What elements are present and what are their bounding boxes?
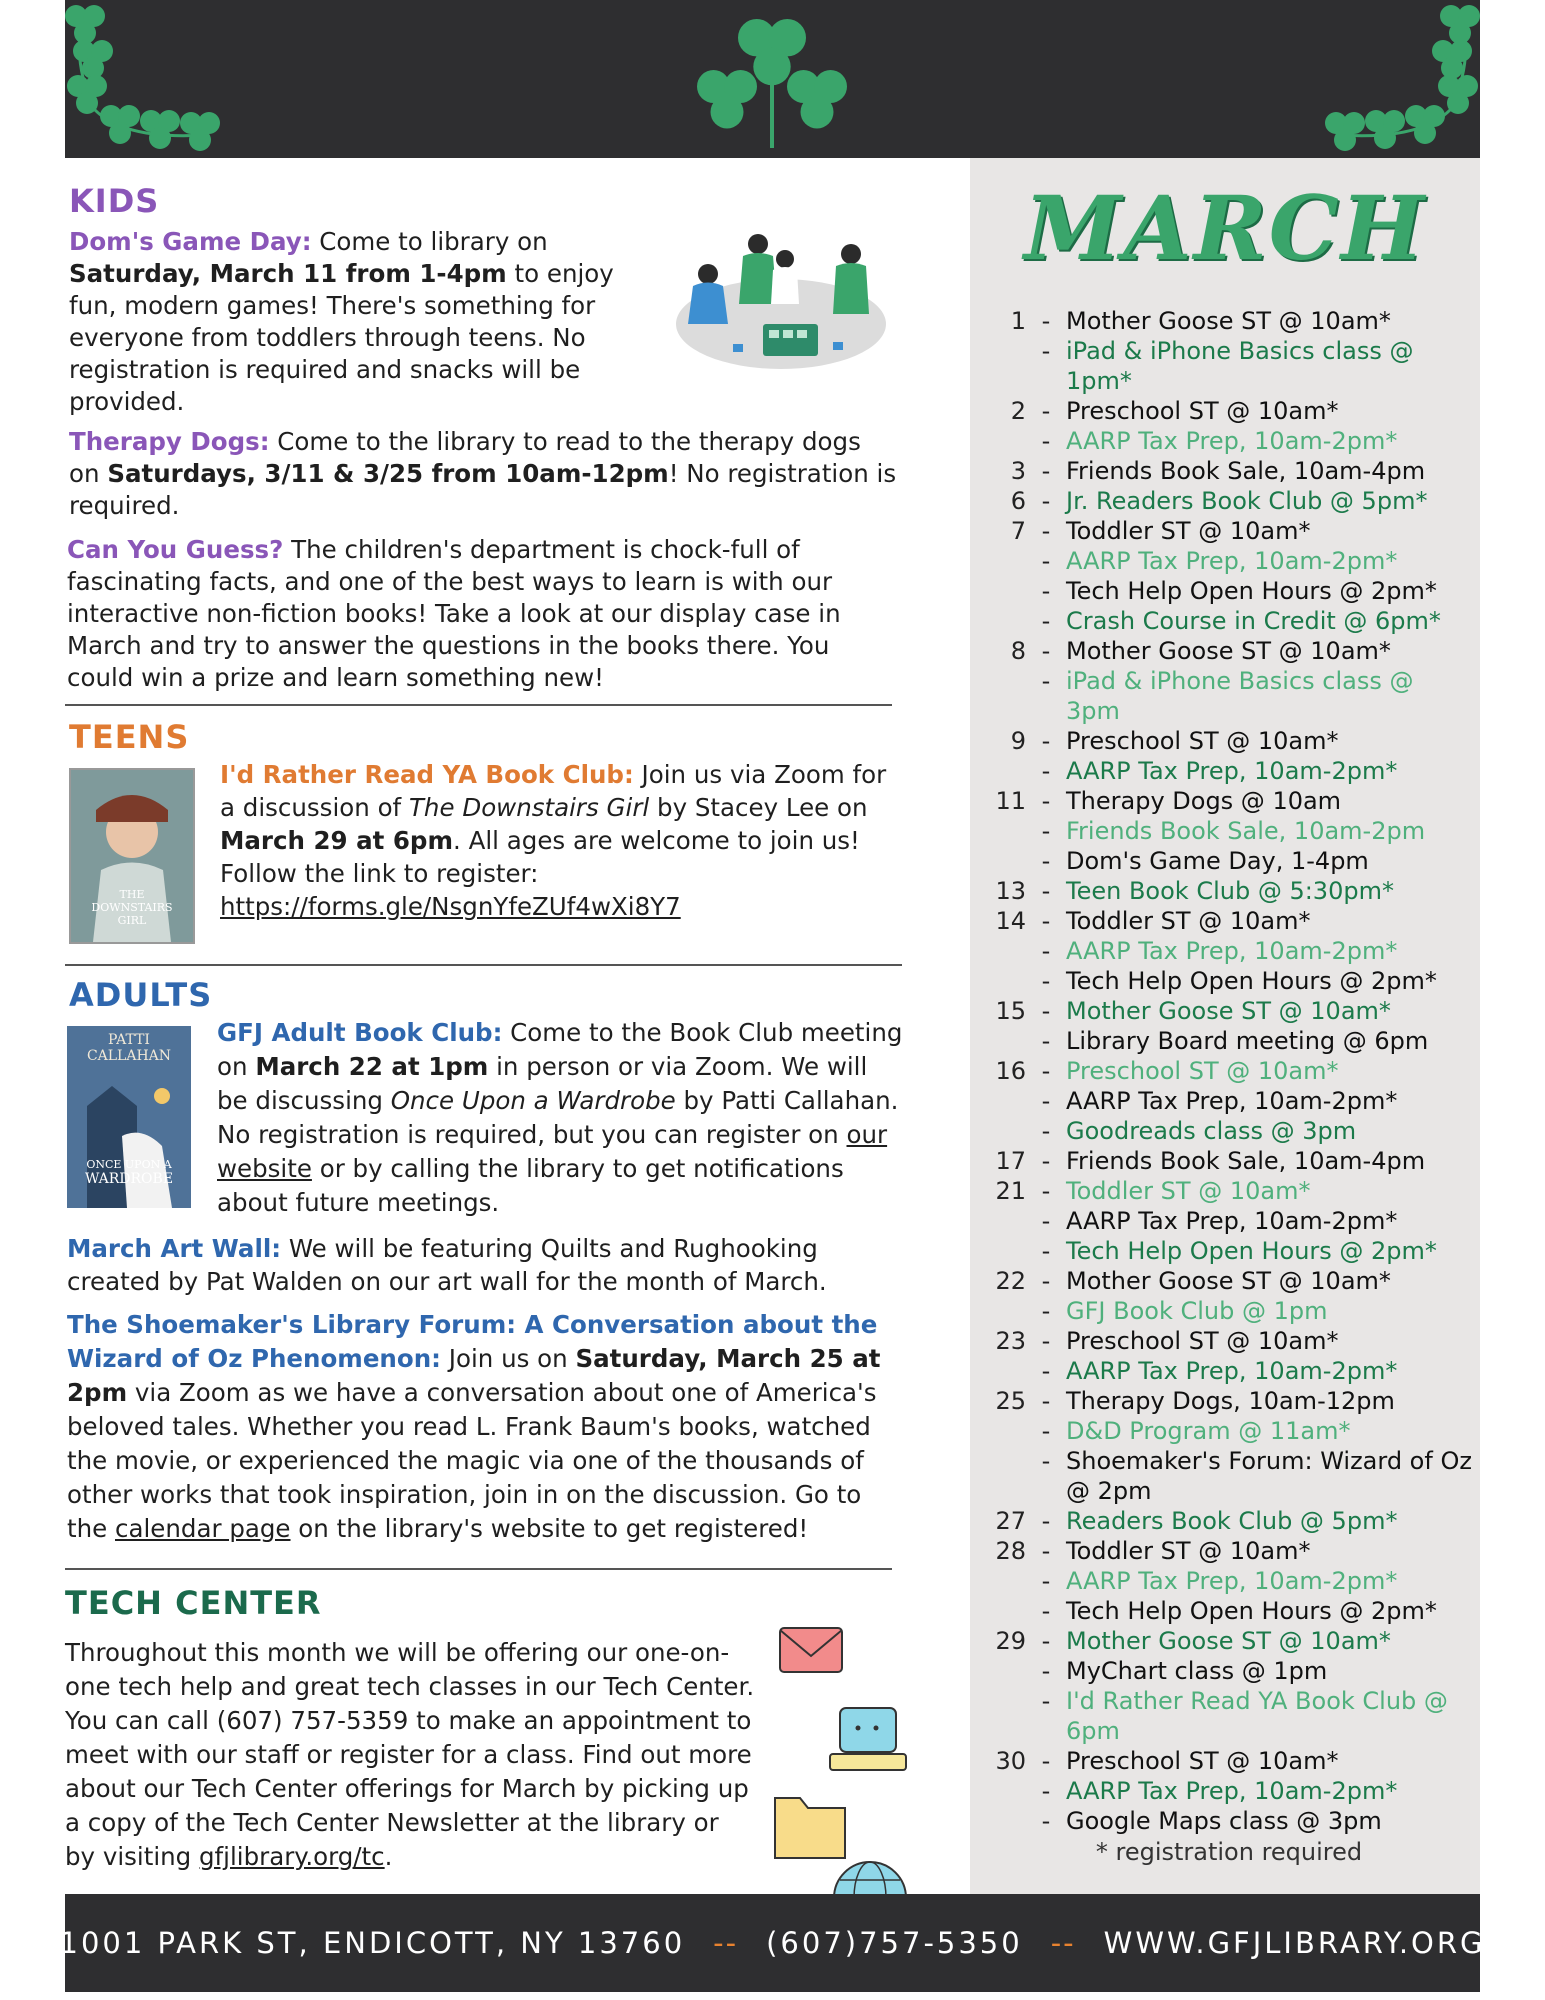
event-day: 15 [995, 997, 1026, 1025]
art-wall-title: March Art Wall: [67, 1234, 282, 1263]
event-dash: - [1041, 847, 1051, 875]
divider [65, 1568, 892, 1570]
calendar-event [984, 756, 1474, 786]
event-dash: - [1041, 1057, 1051, 1085]
shoemaker-forum-title: The Shoemaker's Library Forum: A Conversation about the Wizard of Oz Phenomenon: [67, 1310, 878, 1373]
event-dash: - [1041, 1417, 1051, 1445]
event-day [984, 1086, 1026, 1116]
event-dash: - [1041, 607, 1051, 635]
footer-separator: -- [1050, 1926, 1076, 1960]
event-day [984, 606, 1026, 636]
therapy-dogs-paragraph: Therapy Dogs: Come to the library to read to the therapy dogs on Saturdays, 3/11 & 3/25 from 10am-12pm! No registration is required. [69, 427, 897, 520]
calendar-event [984, 1116, 1474, 1146]
event-dash: - [1041, 1747, 1051, 1775]
event-dash: - [1041, 757, 1051, 785]
event-text: Shoemaker's Forum: Wizard of Oz @ 2pm [1066, 1447, 1472, 1505]
event-day [984, 1356, 1026, 1386]
event-dash: - [1041, 397, 1051, 425]
event-dash: - [1041, 457, 1051, 485]
event-day [984, 1026, 1026, 1056]
calendar-event [984, 1056, 1474, 1086]
event-text: iPad & iPhone Basics class @ 3pm [1066, 667, 1414, 725]
event-dash: - [1041, 1657, 1051, 1685]
event-dash: - [1041, 877, 1051, 905]
event-day: 7 [1010, 517, 1026, 545]
event-text: Toddler ST @ 10am* [1066, 1177, 1311, 1205]
event-dash: - [1041, 1027, 1051, 1055]
event-text: Preschool ST @ 10am* [1066, 727, 1339, 755]
adult-book-club-paragraph: GFJ Adult Book Club: Come to the Book Club meeting on March 22 at 1pm in person or via Zoom. We will be discussing Once Upon a Wardrobe by Patti Callahan. No registration is required, but you can register on our website or by calling the library to get notifications about future meetings. [217, 1018, 903, 1217]
calendar-event [984, 576, 1474, 606]
envelope-icon [780, 1628, 842, 1672]
event-dash: - [1041, 997, 1051, 1025]
shamrock-right-icon [1325, 5, 1480, 151]
event-day [984, 1686, 1026, 1746]
calendar-event [984, 846, 1474, 876]
event-day [984, 1776, 1026, 1806]
calendar-event [984, 1386, 1474, 1416]
event-text: Mother Goose ST @ 10am* [1066, 1267, 1391, 1295]
event-text: Toddler ST @ 10am* [1066, 907, 1311, 935]
calendar-event [984, 1446, 1474, 1506]
event-day [984, 846, 1026, 876]
calendar-event [984, 1626, 1474, 1656]
event-dash: - [1041, 637, 1051, 665]
march-title: MARCH [1023, 176, 1426, 280]
calendar-event [984, 816, 1474, 846]
event-text: Preschool ST @ 10am* [1066, 1747, 1339, 1775]
event-text: Mother Goose ST @ 10am* [1066, 997, 1391, 1025]
event-text: Mother Goose ST @ 10am* [1066, 307, 1391, 335]
event-day [984, 1236, 1026, 1266]
event-dash: - [1041, 487, 1051, 515]
event-day: 21 [995, 1177, 1026, 1205]
calendar-event [984, 936, 1474, 966]
event-day [984, 936, 1026, 966]
event-day: 6 [1010, 487, 1026, 515]
computer-icon [830, 1708, 906, 1770]
event-text: Tech Help Open Hours @ 2pm* [1066, 577, 1437, 605]
calendar-event [984, 1686, 1474, 1746]
shoemaker-forum-paragraph: The Shoemaker's Library Forum: A Conversation about the Wizard of Oz Phenomenon: Join us on Saturday, March 25 at 2pm via Zoom as we have a conversation about one of America's beloved tales. Whether you read L. Frank Baum's books, watched the movie, or experienced the magic via one of the thousands of other works that took inspiration, join in on the discussion. Go to the calendar page on the library's website to get registered! [67, 1310, 881, 1543]
tech-center-heading: TECH CENTER [65, 1584, 322, 1622]
event-text: Friends Book Sale, 10am-4pm [1066, 457, 1426, 485]
event-day: 29 [995, 1627, 1026, 1655]
event-dash: - [1041, 1447, 1051, 1475]
adults-heading: ADULTS [69, 976, 213, 1014]
event-day: 30 [995, 1747, 1026, 1775]
footer-phone: (607)757-5350 [766, 1926, 1023, 1960]
event-day: 3 [1010, 457, 1026, 485]
kids-heading: KIDS [69, 182, 160, 220]
event-day [984, 816, 1026, 846]
event-text: Mother Goose ST @ 10am* [1066, 637, 1391, 665]
footer-contact-bar [59, 1894, 1486, 1992]
event-text: AARP Tax Prep, 10am-2pm* [1066, 1567, 1398, 1595]
event-text: Toddler ST @ 10am* [1066, 1537, 1311, 1565]
calendar-event [984, 966, 1474, 996]
footer-address: 1001 PARK ST, ENDICOTT, NY 13760 [59, 1926, 686, 1960]
march-calendar-panel [970, 158, 1480, 1894]
event-text: Preschool ST @ 10am* [1066, 397, 1339, 425]
event-dash: - [1041, 1777, 1051, 1805]
game-day-title: Dom's Game Day: [69, 227, 312, 256]
event-day [984, 1806, 1026, 1836]
event-list [984, 306, 1474, 1866]
event-dash: - [1041, 307, 1051, 335]
calendar-event [984, 1566, 1474, 1596]
footer-separator: -- [713, 1926, 739, 1960]
tech-illustrations [770, 1608, 910, 1938]
divider [65, 964, 902, 966]
event-text: Tech Help Open Hours @ 2pm* [1066, 1597, 1437, 1625]
event-text: I'd Rather Read YA Book Club @ 6pm [1066, 1687, 1448, 1745]
calendar-event [984, 1176, 1474, 1206]
event-text: Dom's Game Day, 1-4pm [1066, 847, 1369, 875]
calendar-event [984, 726, 1474, 756]
event-text: Preschool ST @ 10am* [1066, 1057, 1339, 1085]
event-text: Library Board meeting @ 6pm [1066, 1027, 1429, 1055]
event-text: iPad & iPhone Basics class @ 1pm* [1066, 337, 1414, 395]
calendar-event [984, 1506, 1474, 1536]
ya-book-club-title: I'd Rather Read YA Book Club: [220, 760, 634, 789]
calendar-event [984, 1086, 1474, 1116]
event-text: Preschool ST @ 10am* [1066, 1327, 1339, 1355]
event-dash: - [1041, 427, 1051, 455]
calendar-event [984, 456, 1474, 486]
event-day [984, 1656, 1026, 1686]
event-dash: - [1041, 1147, 1051, 1175]
event-day [984, 666, 1026, 726]
calendar-event [984, 396, 1474, 426]
event-dash: - [1041, 967, 1051, 995]
event-dash: - [1041, 907, 1051, 935]
calendar-event [984, 1026, 1474, 1056]
event-dash: - [1041, 337, 1051, 365]
calendar-event [984, 786, 1474, 816]
event-dash: - [1041, 1627, 1051, 1655]
calendar-event [984, 546, 1474, 576]
event-dash: - [1041, 1117, 1051, 1145]
event-dash: - [1041, 1687, 1051, 1715]
event-dash: - [1041, 1807, 1051, 1835]
event-text: AARP Tax Prep, 10am-2pm* [1066, 1087, 1398, 1115]
event-text: Mother Goose ST @ 10am* [1066, 1627, 1391, 1655]
event-day: 22 [995, 1267, 1026, 1295]
event-dash: - [1041, 787, 1051, 815]
event-text: AARP Tax Prep, 10am-2pm* [1066, 427, 1398, 455]
shamrock-decoration [65, 0, 1480, 158]
calendar-event [984, 1266, 1474, 1296]
event-day: 23 [995, 1327, 1026, 1355]
event-day [984, 576, 1026, 606]
event-text: Therapy Dogs @ 10am [1066, 787, 1342, 815]
event-dash: - [1041, 727, 1051, 755]
calendar-event [984, 1536, 1474, 1566]
event-day: 2 [1010, 397, 1026, 425]
our-website-link[interactable]: our website [217, 1120, 888, 1183]
calendar-event [984, 876, 1474, 906]
event-dash: - [1041, 1567, 1051, 1595]
calendar-event [984, 306, 1474, 336]
calendar-event [984, 1296, 1474, 1326]
event-day [984, 966, 1026, 996]
event-text: AARP Tax Prep, 10am-2pm* [1066, 1777, 1398, 1805]
event-dash: - [1041, 937, 1051, 965]
event-text: Crash Course in Credit @ 6pm* [1066, 607, 1441, 635]
event-text: AARP Tax Prep, 10am-2pm* [1066, 547, 1398, 575]
event-day: 14 [995, 907, 1026, 935]
ya-registration-link[interactable]: https://forms.gle/NsgnYfeZUf4wXi8Y7 [220, 892, 681, 921]
event-day [984, 1446, 1026, 1506]
registration-note: * registration required [1095, 1838, 1363, 1866]
adult-book-club-title: GFJ Adult Book Club: [217, 1018, 503, 1047]
event-day: 11 [995, 787, 1026, 815]
event-text: AARP Tax Prep, 10am-2pm* [1066, 757, 1398, 785]
event-text: Goodreads class @ 3pm [1066, 1117, 1357, 1145]
event-text: Toddler ST @ 10am* [1066, 517, 1311, 545]
event-day: 13 [995, 877, 1026, 905]
event-day [984, 1296, 1026, 1326]
calendar-event [984, 906, 1474, 936]
calendar-event [984, 1776, 1474, 1806]
calendar-event [984, 1416, 1474, 1446]
event-text: Jr. Readers Book Club @ 5pm* [1066, 487, 1428, 515]
event-dash: - [1041, 1207, 1051, 1235]
event-dash: - [1041, 1237, 1051, 1265]
event-text: Tech Help Open Hours @ 2pm* [1066, 1237, 1437, 1265]
event-dash: - [1041, 1297, 1051, 1325]
event-dash: - [1041, 1357, 1051, 1385]
calendar-event [984, 666, 1474, 726]
event-day [984, 756, 1026, 786]
event-dash: - [1041, 1267, 1051, 1295]
calendar-event [984, 1326, 1474, 1356]
calendar-event [984, 1146, 1474, 1176]
calendar-event [984, 1356, 1474, 1386]
folder-icon [775, 1798, 845, 1858]
event-day [984, 336, 1026, 396]
event-day [984, 546, 1026, 576]
event-text: AARP Tax Prep, 10am-2pm* [1066, 937, 1398, 965]
event-day: 25 [995, 1387, 1026, 1415]
can-you-guess-title: Can You Guess? [67, 535, 284, 564]
event-text: Readers Book Club @ 5pm* [1066, 1507, 1398, 1535]
therapy-dogs-title: Therapy Dogs: [69, 427, 270, 456]
downstairs-girl-cover: THE DOWNSTAIRS GIRL [69, 768, 195, 944]
calendar-event [984, 1746, 1474, 1776]
event-day: 17 [995, 1147, 1026, 1175]
event-dash: - [1041, 1177, 1051, 1205]
event-text: AARP Tax Prep, 10am-2pm* [1066, 1357, 1398, 1385]
teens-heading: TEENS [69, 718, 190, 756]
event-day: 16 [995, 1057, 1026, 1085]
calendar-event [984, 1806, 1474, 1836]
event-text: Therapy Dogs, 10am-12pm [1066, 1387, 1395, 1415]
footer-website[interactable]: WWW.GFJLIBRARY.ORG [1103, 1926, 1486, 1960]
tech-center-paragraph: Throughout this month we will be offering our one-on-one tech help and great tech classes in our Tech Center. You can call (607) 757-5359 to make an appointment to meet with our staff or register for a class. Find out more about our Tech Center offerings for March by picking up a copy of the Tech Center Newsletter at the library or by visiting gfjlibrary.org/tc. [65, 1638, 755, 1871]
event-text: MyChart class @ 1pm [1066, 1657, 1328, 1685]
event-day [984, 426, 1026, 456]
event-text: Google Maps class @ 3pm [1066, 1807, 1382, 1835]
event-dash: - [1041, 517, 1051, 545]
ya-book-club-paragraph: I'd Rather Read YA Book Club: Join us via Zoom for a discussion of The Downstairs Girl by Stacey Lee on March 29 at 6pm. All ages are welcome to join us! Follow the link to register: https://forms.gle/NsgnYfeZUf4wXi8Y7 [220, 760, 887, 921]
event-dash: - [1041, 547, 1051, 575]
can-you-guess-paragraph: Can You Guess? The children's department is chock-full of fascinating facts, and one of the best ways to learn is with our interactive non-fiction books! Take a look at our display case in March and try to answer the questions in the books there. You could win a prize and learn something new! [67, 535, 841, 692]
calendar-event [984, 1596, 1474, 1626]
event-day [984, 1596, 1026, 1626]
event-day: 9 [1010, 727, 1026, 755]
event-dash: - [1041, 667, 1051, 695]
calendar-event [984, 516, 1474, 546]
event-text: Friends Book Sale, 10am-2pm [1066, 817, 1426, 845]
event-day [984, 1206, 1026, 1236]
shamrock-center-icon [697, 19, 847, 148]
divider [65, 704, 892, 706]
event-day: 27 [995, 1507, 1026, 1535]
calendar-event [984, 636, 1474, 666]
calendar-event [984, 606, 1474, 636]
event-dash: - [1041, 1597, 1051, 1625]
event-day [984, 1416, 1026, 1446]
calendar-event [984, 996, 1474, 1026]
event-text: Tech Help Open Hours @ 2pm* [1066, 967, 1437, 995]
kids-playing-games-illustration [673, 224, 888, 374]
event-dash: - [1041, 1507, 1051, 1535]
event-text: Friends Book Sale, 10am-4pm [1066, 1147, 1426, 1175]
event-day [984, 1566, 1026, 1596]
event-day: 1 [1010, 307, 1026, 335]
calendar-event [984, 426, 1474, 456]
event-dash: - [1041, 577, 1051, 605]
event-dash: - [1041, 1537, 1051, 1565]
tech-center-link[interactable]: gfjlibrary.org/tc [199, 1842, 385, 1871]
event-day [984, 1116, 1026, 1146]
calendar-event [984, 1656, 1474, 1686]
calendar-event [984, 486, 1474, 516]
event-text: AARP Tax Prep, 10am-2pm* [1066, 1207, 1398, 1235]
game-day-paragraph: Dom's Game Day: Come to library on Saturday, March 11 from 1-4pm to enjoy fun, modern games! There's something for everyone from toddlers through teens. No registration is required and snacks will be provided. [69, 227, 614, 416]
event-text: GFJ Book Club @ 1pm [1066, 1297, 1328, 1325]
calendar-page-link[interactable]: calendar page [115, 1514, 291, 1543]
event-dash: - [1041, 1387, 1051, 1415]
shamrock-left-icon [65, 5, 220, 151]
event-dash: - [1041, 1087, 1051, 1115]
event-dash: - [1041, 1327, 1051, 1355]
event-text: D&D Program @ 11am* [1066, 1417, 1351, 1445]
event-day: 28 [995, 1537, 1026, 1565]
header-banner [65, 0, 1480, 158]
event-text: Teen Book Club @ 5:30pm* [1066, 877, 1394, 905]
event-day: 8 [1010, 637, 1026, 665]
art-wall-paragraph: March Art Wall: We will be featuring Quilts and Rughooking created by Pat Walden on our art wall for the month of March. [67, 1234, 827, 1296]
event-dash: - [1041, 817, 1051, 845]
calendar-event [984, 1206, 1474, 1236]
once-upon-a-wardrobe-cover: PATTI CALLAHAN ONCE UPON A WARDROBE [67, 1026, 191, 1208]
calendar-event [984, 336, 1474, 396]
calendar-event [984, 1236, 1474, 1266]
